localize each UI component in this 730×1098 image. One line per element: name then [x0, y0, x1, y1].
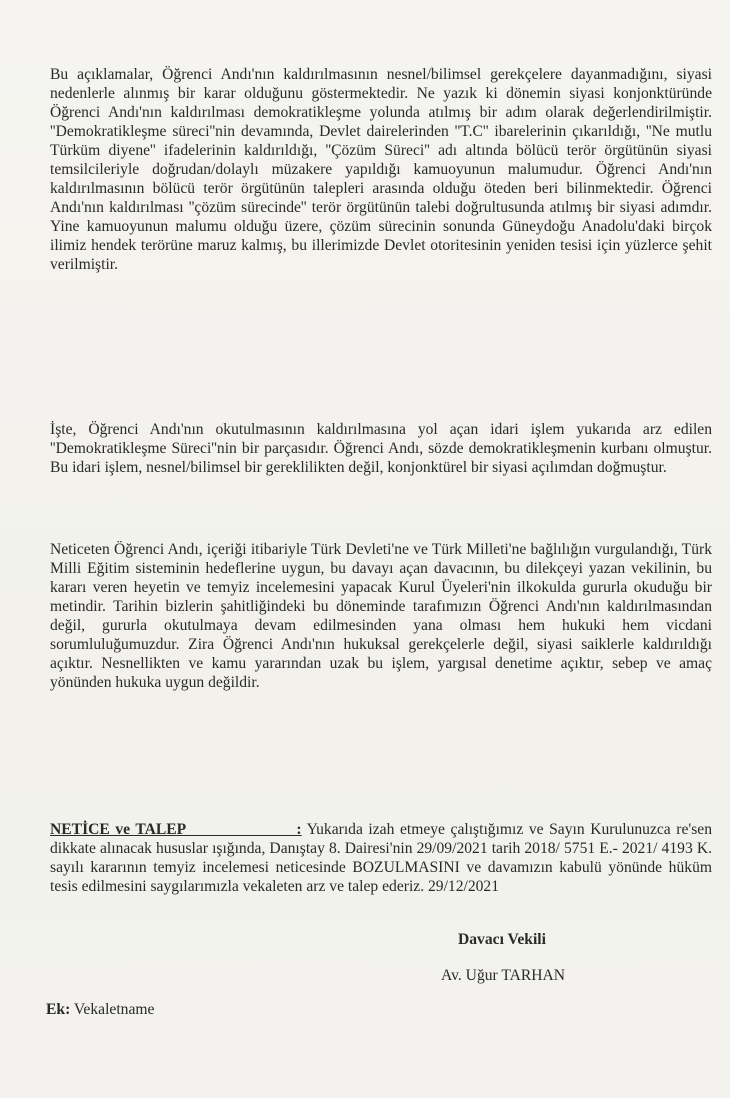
attachment-value: Vekaletname	[70, 1001, 155, 1018]
signature-name: Av. Uğur TARHAN	[441, 967, 566, 984]
paragraph-2: İşte, Öğrenci Andı'nın okutulmasının kaldırılmasına yol açan idari işlem yukarıda arz edilen ''Demokratikleşme Süreci''nin bir parçasıdır. Öğrenci Andı, sözde demokratikleşmenin kurbanı olmuştur. Bu idari işlem, nesnel/bilimsel bir gereklilikten değil, konjonktürel bir siyasi açılımdan doğmuştur.	[50, 420, 712, 476]
conclusion-paragraph	[50, 820, 712, 896]
conclusion-heading: NETİCE ve TALEP :	[50, 820, 302, 838]
paragraph-1: Bu açıklamalar, Öğrenci Andı'nın kaldırılmasının nesnel/bilimsel gerekçelere dayanmadığını, siyasi nedenlerle alınmış bir karar olduğunu göstermektedir. Ne yazık ki dönemin siyasi konjonktüründe Öğrenci Andı'nın kaldırılması demokratikleşme yolunda atılmış bir adım olarak değerlendirilmiştir. ''Demokratikleşme süreci''nin devamında, Devlet dairelerinden ''T.C'' ibarelerinin çıkarıldığı, ''Ne mutlu Türküm diyene'' ifadelerinin kaldırıldığı, ''Çözüm Süreci'' adı altında bölücü terör örgütünün siyasi temsilcileriyle doğrudan/dolaylı müzakere yapıldığı kamuoyunun malumudur. Öğrenci Andı'nın kaldırılmasının bölücü terör örgütünün talepleri arasında olduğu öteden beri bilinmektedir. Öğrenci Andı'nın kaldırılması ''çözüm sürecinde'' terör örgütünün talebi doğrultusunda atılmış bir siyasi adımdır. Yine kamuoyunun malumu olduğu üzere, çözüm sürecinin sonunda Güneydoğu Anadolu'daki birçok ilimiz hendek terörüne maruz kalmış, bu illerimizde Devlet otoritesinin yeniden tesisi için yüzlerce şehit verilmiştir.	[50, 65, 712, 273]
attachment-line	[46, 1000, 154, 1019]
attachment-label: Ek:	[46, 1001, 71, 1018]
signature-role: Davacı Vekili	[458, 931, 546, 948]
paragraph-3: Neticeten Öğrenci Andı, içeriği itibariyle Türk Devleti'ne ve Türk Milleti'ne bağlılığın vurgulandığı, Türk Milli Eğitim sisteminin hedeflerine uygun, bu davayı açan davacının, bu dilekçeyi yazan vekilinin, bu kararı veren heyetin ve temyiz incelemesini yapacak Kurul Üyeleri'nin ilkokulda gururla okuduğu bir metindir. Tarihin bizlerin şahitliğindeki bu döneminde tarafımızın Öğrenci Andı'nın kaldırılmasından değil, gururla okutulmaya devam edilmesinden yana olması hem hukuki hem vicdani sorumluluğumuzdur. Zira Öğrenci Andı'nın hukuksal gerekçelerle değil, siyasi saiklerle kaldırıldığı açıktır. Nesnellikten ve kamu yararından uzak bu işlem, yargısal denetime açıktır, sebep ve amaç yönünden hukuka uygun değildir.	[50, 540, 712, 691]
conclusion-text: Yukarıda izah etmeye çalıştığımız ve Sayın Kurulunuzca re'sen dikkate alınacak hususlar ışığında, Danıştay 8. Dairesi'nin 29/09/2021 tarih 2018/ 5751 E.- 2021/ 4193 K. sayılı kararının temyiz incelemesi neticesinde BOZULMASINI ve davamızın kabulü yönünde hüküm tesis edilmesini saygılarımızla vekaleten arz ve talep ederiz. 29/12/2021	[50, 820, 712, 895]
